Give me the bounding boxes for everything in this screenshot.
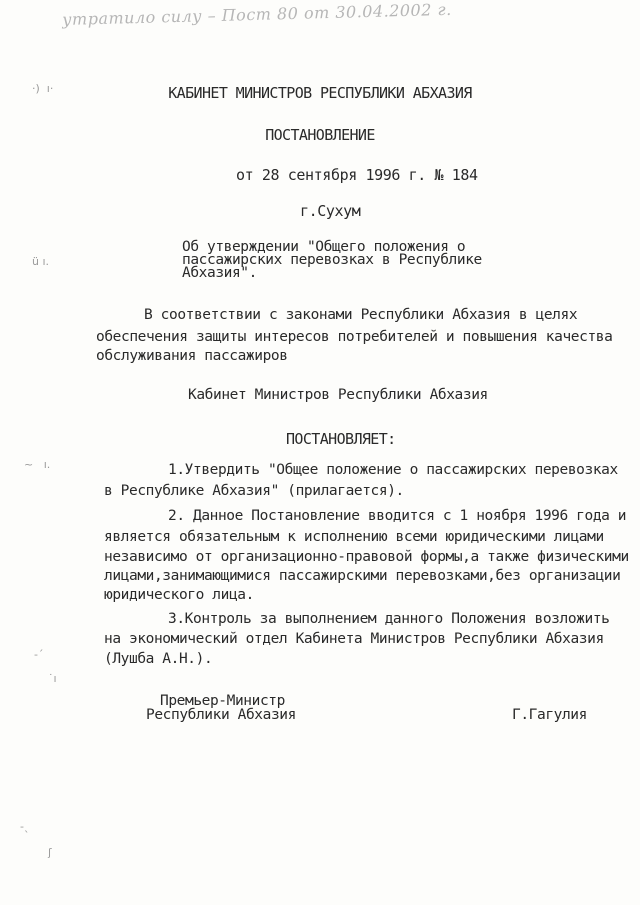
scan-mark: -ˊ — [34, 648, 44, 661]
resolves-heading: ПОСТАНОВЛЯЕТ: — [286, 430, 396, 448]
item-line: 3.Контроль за выполнением данного Положения возложить — [168, 611, 610, 627]
preamble-line: обслуживания пассажиров — [96, 348, 288, 364]
subject-line: Абхазия". — [182, 265, 257, 281]
item-line: (Лушба А.Н.). — [104, 651, 213, 667]
scan-mark: -ˎ — [20, 820, 30, 833]
item-line: является обязательным к исполнению всеми юридическими лицами — [104, 529, 604, 545]
scan-mark: ü ı. — [32, 255, 50, 268]
item-line: 1.Утвердить "Общее положение о пассажирских перевозках — [168, 462, 618, 478]
scan-mark: ·) ı· — [32, 82, 54, 95]
scan-mark: ~ ı. — [24, 458, 51, 471]
item-line: в Республике Абхазия" (прилагается). — [104, 483, 404, 499]
item-line: независимо от организационно-правовой формы,а также физическими — [104, 549, 629, 565]
signatory-name: Г.Гагулия — [512, 707, 587, 723]
scan-mark: ʃ — [48, 846, 52, 859]
signature-title: Премьер-Министр — [160, 693, 285, 709]
city: г.Сухум — [300, 202, 361, 220]
item-line: 2. Данное Постановление вводится с 1 ноября 1996 года и — [168, 508, 627, 524]
subject-line: пассажирских перевозках в Республике — [182, 252, 482, 268]
doc-type-heading: ПОСТАНОВЛЕНИЕ — [265, 126, 375, 144]
subject-line: Об утверждении "Общего положения о — [182, 239, 466, 255]
signature-title: Республики Абхазия — [146, 707, 296, 723]
item-line: юридического лица. — [104, 587, 254, 603]
scan-mark: ˙ı — [48, 672, 57, 685]
org-heading: КАБИНЕТ МИНИСТРОВ РЕСПУБЛИКИ АБХАЗИЯ — [168, 84, 472, 102]
preamble-line: обеспечения защиты интересов потребителей и повышения качества — [96, 329, 613, 345]
issuer: Кабинет Министров Республики Абхазия — [188, 387, 488, 403]
item-line: лицами,занимающимися пассажирскими перевозками,без организации — [104, 568, 621, 584]
date-number: от 28 сентября 1996 г. № 184 — [236, 166, 478, 184]
preamble-line: В соответствии с законами Республики Абхазия в целях — [144, 307, 578, 323]
handwritten-annotation: утратило силу – Пост 80 от 30.04.2002 г. — [62, 0, 452, 29]
item-line: на экономический отдел Кабинета Министров Республики Абхазия — [104, 631, 604, 647]
